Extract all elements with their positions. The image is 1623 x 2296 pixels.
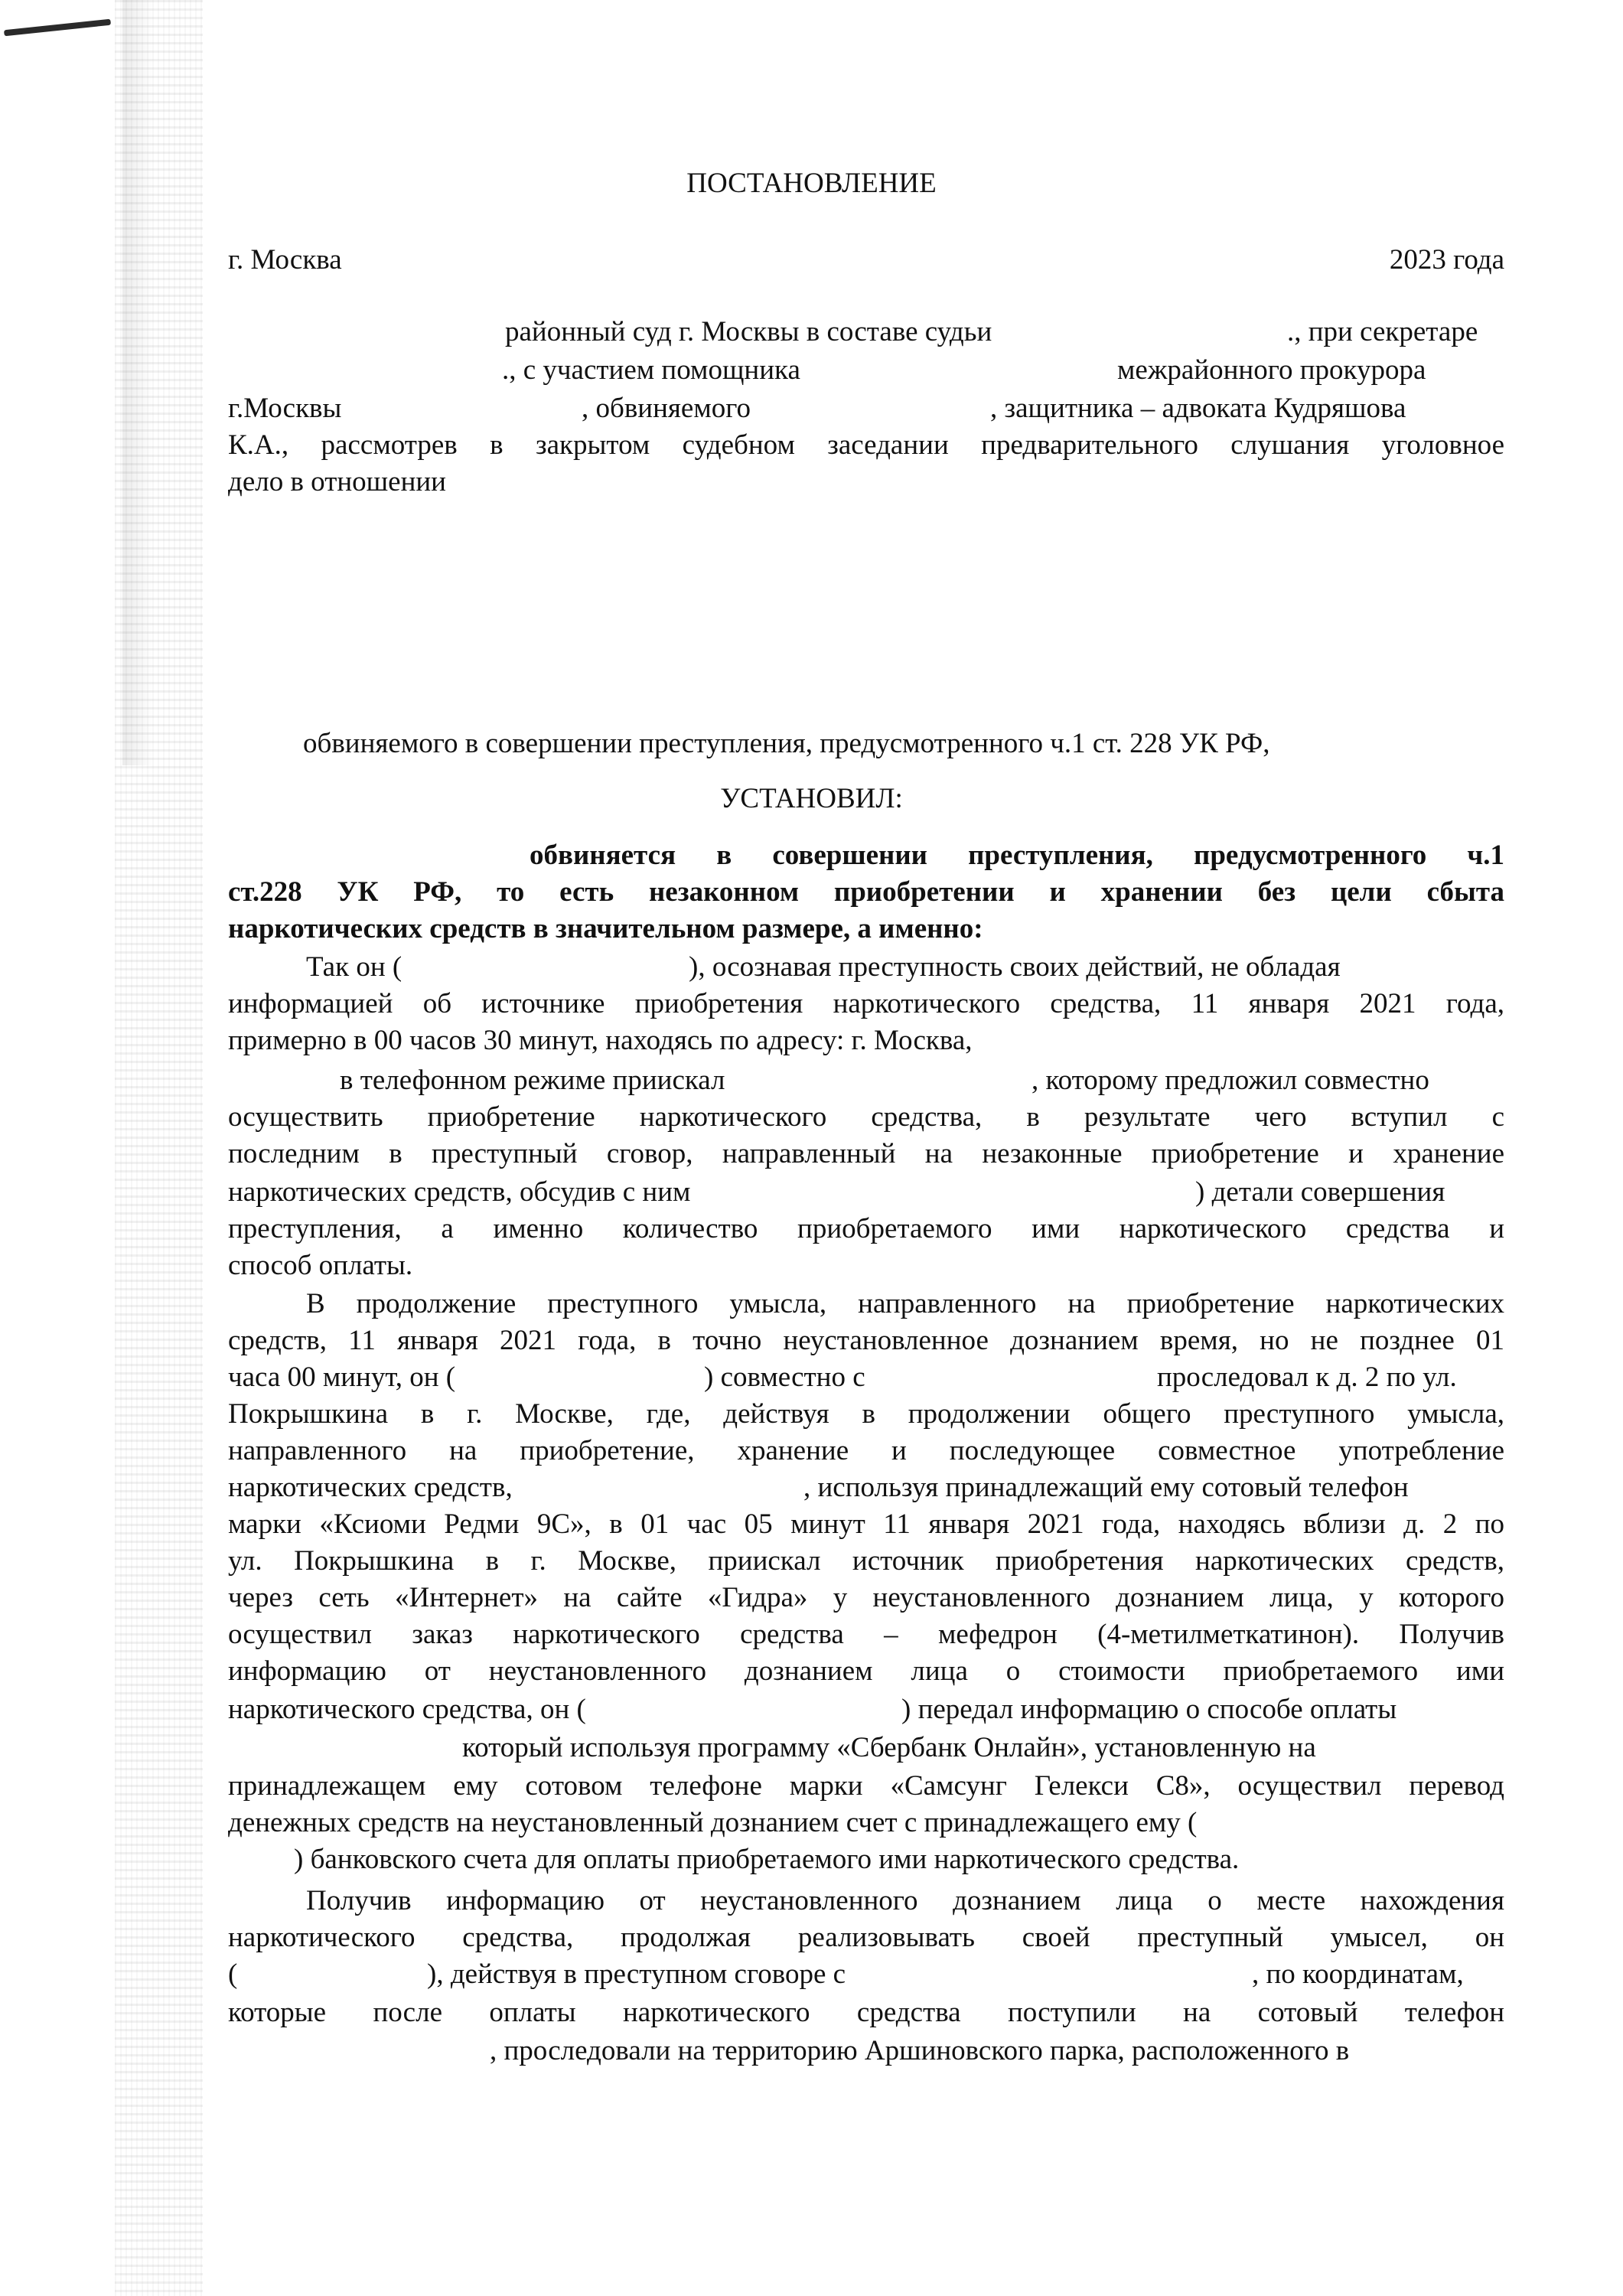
- paragraph-text: (: [228, 1958, 238, 1990]
- paragraph-text: , проследовали на территорию Аршиновского парка, расположенного в: [490, 2035, 1350, 2066]
- intro-text: , защитника – адвоката Кудряшова: [990, 393, 1406, 424]
- section-heading: УСТАНОВИЛ:: [720, 783, 903, 814]
- paragraph-text: которые после оплаты наркотического средства поступили на сотовый телефон: [228, 1997, 1504, 2028]
- paragraph-text: наркотического средства, он (: [228, 1694, 586, 1725]
- paragraph-text: проследовал к д. 2 по ул.: [1157, 1362, 1457, 1393]
- charge-text: обвиняется в совершении преступления, предусмотренного ч.1: [530, 840, 1504, 871]
- intro-text: К.А., рассмотрев в закрытом судебном заседании предварительного слушания уголовное: [228, 429, 1504, 461]
- paragraph-text: принадлежащем ему сотовом телефоне марки «Самсунг Гелекси С8», осуществил перевод: [228, 1770, 1504, 1802]
- paragraph-text: , по координатам,: [1252, 1958, 1464, 1990]
- paragraph-text: информацией об источнике приобретения наркотического средства, 11 января 2021 года,: [228, 988, 1504, 1019]
- paragraph-text: наркотического средства, продолжая реализовывать своей преступный умысел, он: [228, 1922, 1504, 1953]
- paragraph-text: способ оплаты.: [228, 1250, 413, 1281]
- paragraph-text: , используя принадлежащий ему сотовый телефон: [803, 1472, 1409, 1503]
- intro-text: , обвиняемого: [582, 393, 751, 424]
- paragraph-text: который используя программу «Сбербанк Онлайн», установленную на: [462, 1732, 1316, 1763]
- paragraph-text: примерно в 00 часов 30 минут, находясь по адресу: г. Москва,: [228, 1025, 973, 1056]
- paragraph-text: Получив информацию от неустановленного дознанием лица о месте нахождения: [306, 1885, 1504, 1916]
- intro-text: ., при секретаре: [1287, 316, 1478, 347]
- paragraph-text: осуществить приобретение наркотического средства, в результате чего вступил с: [228, 1101, 1504, 1133]
- staple-mark: [4, 19, 111, 37]
- paragraph-text: В продолжение преступного умысла, направленного на приобретение наркотических: [306, 1288, 1504, 1319]
- document-title: ПОСТАНОВЛЕНИЕ: [686, 168, 937, 199]
- intro-text: дело в отношении: [228, 466, 446, 497]
- paragraph-text: средств, 11 января 2021 года, в точно неустановленное дознанием время, но не позднее 01: [228, 1325, 1504, 1356]
- paragraph-text: ) совместно с: [704, 1362, 865, 1393]
- paragraph-text: последним в преступный сговор, направленный на незаконные приобретение и хранение: [228, 1138, 1504, 1169]
- paragraph-text: Так он (: [306, 951, 402, 983]
- city: г. Москва: [228, 244, 342, 276]
- paragraph-text: Покрышкина в г. Москве, где, действуя в продолжении общего преступного умысла,: [228, 1398, 1504, 1430]
- paragraph-text: наркотических средств,: [228, 1472, 513, 1503]
- paragraph-text: ул. Покрышкина в г. Москве, приискал источник приобретения наркотических средств,: [228, 1545, 1504, 1577]
- paragraph-text: марки «Ксиоми Редми 9С», в 01 час 05 минут 11 января 2021 года, находясь вблизи д. 2 по: [228, 1508, 1504, 1540]
- charge-text: ст.228 УК РФ, то есть незаконном приобретении и хранении без цели сбыта: [228, 876, 1504, 908]
- paragraph-text: осуществил заказ наркотического средства – мефедрон (4-метилметкатинон). Получив: [228, 1619, 1504, 1650]
- paragraph-text: ), действуя в преступном сговоре с: [427, 1958, 846, 1990]
- intro-text: межрайонного прокурора: [1117, 354, 1426, 386]
- paragraph-text: информацию от неустановленного дознанием лица о стоимости приобретаемого ими: [228, 1655, 1504, 1687]
- intro-text: районный суд г. Москвы в составе судьи: [505, 316, 992, 347]
- charge-text: наркотических средств в значительном размере, а именно:: [228, 913, 983, 944]
- paragraph-text: денежных средств на неустановленный дознанием счет с принадлежащего ему (: [228, 1807, 1198, 1838]
- paragraph-text: через сеть «Интернет» на сайте «Гидра» у неустановленного дознанием лица, у которого: [228, 1582, 1504, 1613]
- paragraph-text: ) передал информацию о способе оплаты: [901, 1694, 1397, 1725]
- paragraph-text: преступления, а именно количество приобретаемого ими наркотического средства и: [228, 1213, 1504, 1244]
- paragraph-text: часа 00 минут, он (: [228, 1362, 456, 1393]
- paragraph-text: ), осознавая преступность своих действий, не обладая: [689, 951, 1341, 983]
- paragraph-text: ) банковского счета для оплаты приобретаемого ими наркотического средства.: [294, 1844, 1240, 1875]
- paragraph-text: ) детали совершения: [1195, 1176, 1445, 1208]
- intro-text: г.Москвы: [228, 393, 342, 424]
- paragraph-text: наркотических средств, обсудив с ним: [228, 1176, 691, 1208]
- paragraph-text: в телефонном режиме приискал: [340, 1065, 725, 1096]
- scan-shadow-edge: [122, 0, 153, 765]
- accused-line: обвиняемого в совершении преступления, предусмотренного ч.1 ст. 228 УК РФ,: [303, 728, 1270, 759]
- year: 2023 года: [1389, 244, 1504, 276]
- paragraph-text: , которому предложил совместно: [1031, 1065, 1429, 1096]
- intro-text: ., с участием помощника: [502, 354, 800, 386]
- paragraph-text: направленного на приобретение, хранение и последующее совместное употребление: [228, 1435, 1504, 1466]
